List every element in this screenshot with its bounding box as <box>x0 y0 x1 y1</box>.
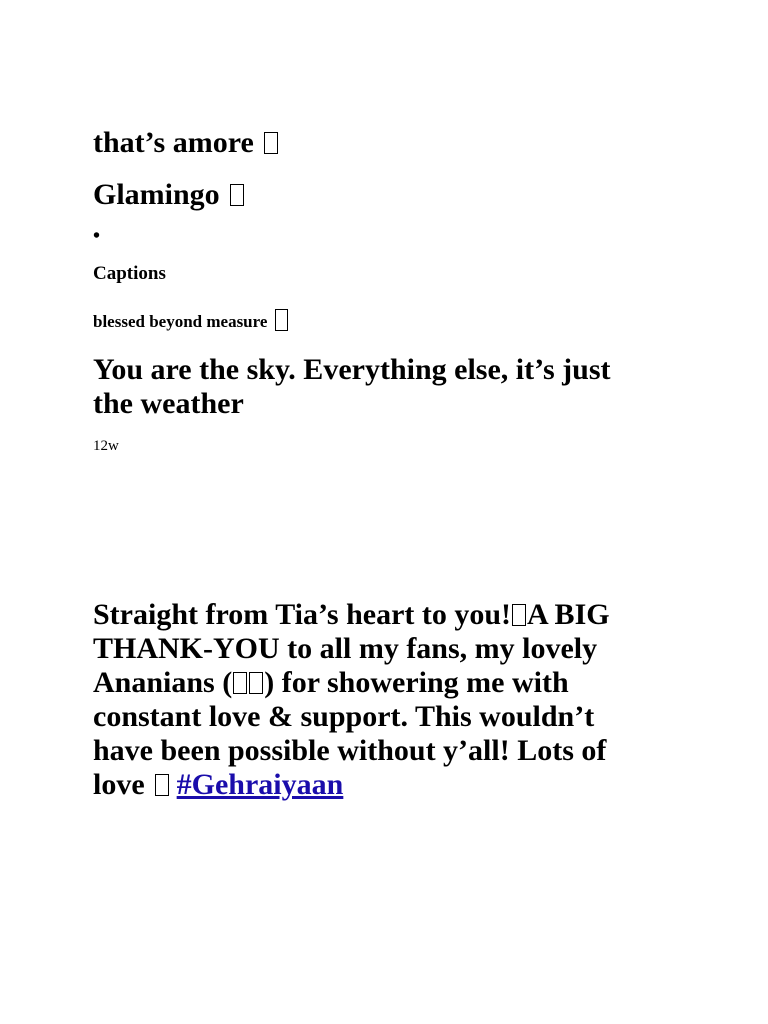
emoji-placeholder-icon <box>249 672 263 694</box>
blessed-caption-text: blessed beyond measure <box>93 312 268 331</box>
emoji-placeholder-icon <box>512 604 526 626</box>
sky-quote: You are the sky. Everything else, it’s just the weather <box>93 353 611 420</box>
post-caption <box>93 598 653 802</box>
heading-glamingo <box>93 178 244 212</box>
heading-thats-amore-text: that’s amore <box>93 126 254 159</box>
post-text-part3: ) for showering me with constant love & support. This wouldn’t have been possible without y’all! Lots of love <box>93 666 607 801</box>
heading-glamingo-text: Glamingo <box>93 178 220 211</box>
post-text-part1: Straight from Tia’s heart to you! <box>93 598 512 631</box>
post-text-part2: A BIG THANK-YOU to all my fans, my lovely Ananians ( <box>93 598 610 699</box>
emoji-placeholder-icon <box>233 672 247 694</box>
emoji-placeholder-icon <box>275 309 288 331</box>
emoji-placeholder-icon <box>264 132 278 154</box>
captions-label: Captions <box>93 263 166 284</box>
list-bullet: • <box>93 225 101 247</box>
emoji-placeholder-icon <box>155 774 169 796</box>
post-timestamp: 12w <box>93 438 119 454</box>
blessed-caption <box>93 308 288 336</box>
emoji-placeholder-icon <box>230 184 244 206</box>
hashtag-link[interactable]: #Gehraiyaan <box>176 768 344 801</box>
heading-thats-amore <box>93 126 278 160</box>
